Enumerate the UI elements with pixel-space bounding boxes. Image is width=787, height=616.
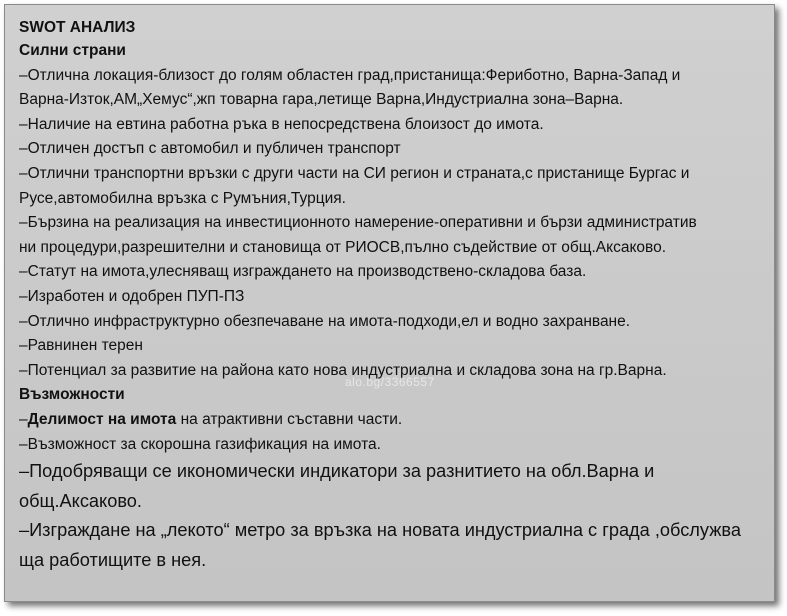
opportunity-bold-phrase: Делимост на имота — [27, 410, 177, 428]
strength-line: –Отлично инфраструктурно обезпечаване на имота-подходи,ел и водно захранване. — [19, 312, 631, 330]
opportunity-line-large: ща работищите в нея. — [19, 549, 207, 570]
watermark: alo.bg/3366557 — [345, 375, 435, 389]
opportunity-line: –Възможност за скорошна газификация на имота. — [19, 435, 381, 453]
strength-line: –Отлични транспортни връзки с други части на СИ регион и страната,с пристанище Бургас и — [19, 164, 690, 182]
swot-document — [4, 4, 775, 602]
strengths-heading: Силни страни — [19, 42, 126, 59]
strength-line: –Отличен достъп с автомобил и публичен транспорт — [19, 140, 401, 158]
strength-line: –Равнинен терен — [19, 337, 143, 355]
opportunity-line-large: –Изграждане на „лекото“ метро за връзка на новата индустриална с града ,обслужва — [19, 520, 741, 541]
opportunity-dash: – — [19, 410, 28, 428]
opportunity-rest: на атрактивни съставни части. — [176, 410, 403, 428]
document-title: SWOT АНАЛИЗ — [19, 19, 136, 36]
strength-line: –Статут на имота,улесняващ изграждането на производствено-складова база. — [19, 263, 587, 281]
opportunity-line-large: –Подобряващи се икономически индикатори за разнитието на обл.Варна и — [19, 461, 655, 482]
strength-line: –Отлична локация-близост до голям областен град,пристанища:Фериботно, Варна-Запад и — [19, 66, 681, 84]
opportunity-line — [19, 408, 774, 433]
strength-line: Варна-Изток,АМ„Хемус“,жп товарна гара,летище Варна,Индустриална зона–Варна. — [19, 91, 624, 109]
opportunity-line-large: общ.Аксаково. — [19, 490, 142, 511]
strength-line: –Бързина на реализация на инвестиционното намерение-оперативни и бързи административ — [19, 214, 697, 232]
strength-line: –Наличие на евтина работна ръка в непосредствена блоизост до имота. — [19, 115, 544, 133]
opportunities-heading: Възможности — [19, 386, 125, 404]
strength-line: –Потенциал за развитие на района като нова индустриална и складова зона на гр.Варна. — [19, 361, 667, 379]
strength-line: –Изработен и одобрен ПУП-ПЗ — [19, 287, 245, 305]
strength-line: ни процедури,разрешителни и становища от РИОСВ,пълно съдействие от общ.Аксаково. — [19, 238, 667, 256]
strength-line: Русе,автомобилна връзка с Румъния,Турция. — [19, 189, 346, 207]
